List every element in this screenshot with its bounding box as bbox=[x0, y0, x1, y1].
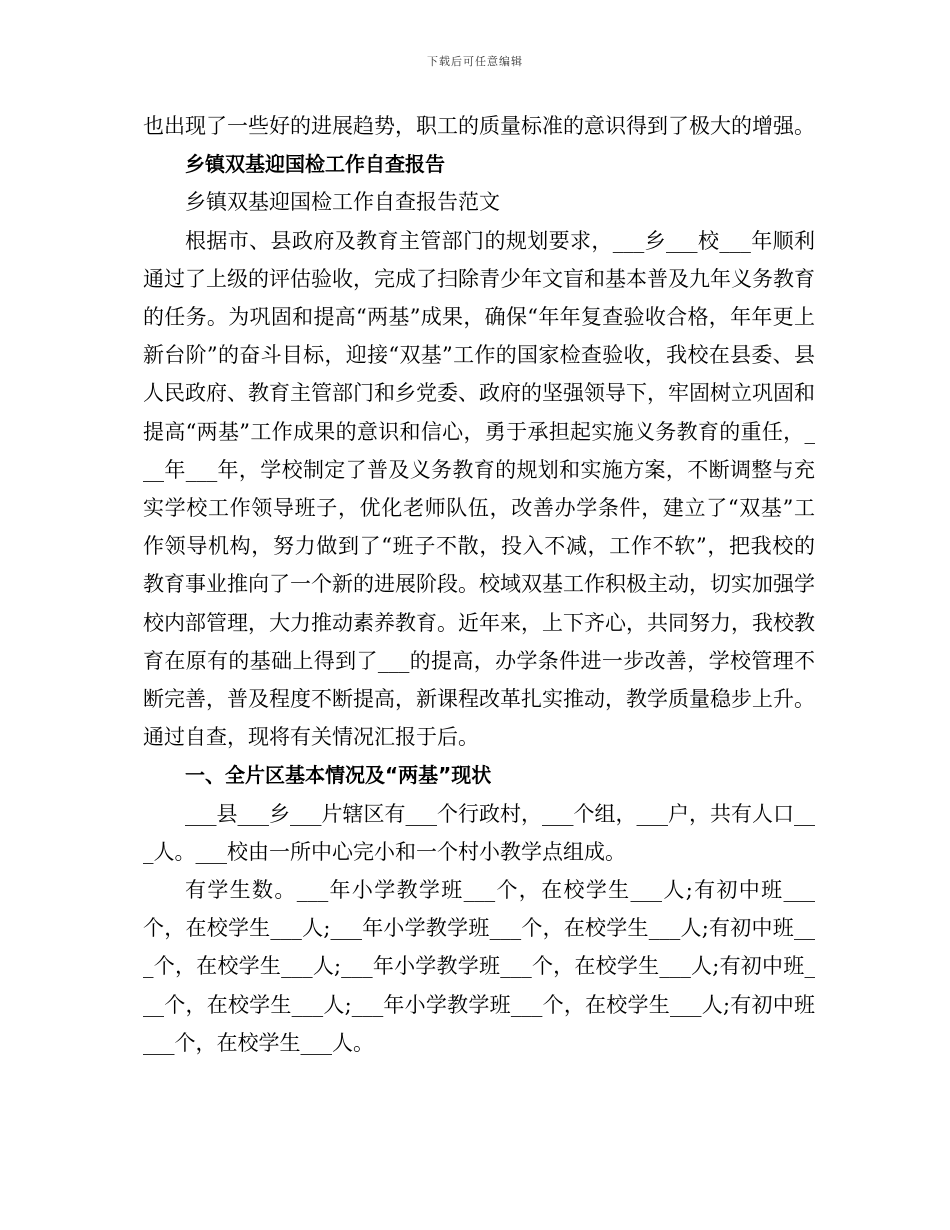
section-paragraph-students: 有学生数。___年小学教学班___个，在校学生___人;有初中班___个，在校学生___人;___年小学教学班___个，在校学生___人;有初中班___个，在校学生___人;___年小学教学班___个，在校学生___人;有初中班___个，在校学生___人;___年小学教学班___个，在校学生___人;有初中班___个，在校学生___人。 bbox=[143, 878, 815, 1055]
page-header: 下载后可任意编辑 bbox=[427, 55, 523, 68]
intro-paragraph: 根据市、县政府及教育主管部门的规划要求，___乡___校___年顺利通过了上级的评估验收，完成了扫除青少年文盲和基本普及九年义务教育的任务。为巩固和提高“两基”成果，确保“年年复查验收合格，年年更上新台阶”的奋斗目标，迎接“双基”工作的国家检查验收，我校在县委、县人民政府、教育主管部门和乡党委、政府的坚强领导下，牢固树立巩固和提高“两基”工作成果的意识和信心，勇于承担起实施义务教育的重任，___年___年，学校制定了普及义务教育的规划和实施方案，不断调整与充实学校工作领导班子，优化老师队伍，改善办学条件，建立了“双基”工作领导机构，努力做到了“班子不散，投入不减，工作不软”，把我校的教育事业推向了一个新的进展阶段。校域双基工作积极主动，切实加强学校内部管理，大力推动素养教育。近年来，上下齐心，共同努力，我校教育在原有的基础上得到了___的提高，办学条件进一步改善，学校管理不断完善，普及程度不断提高，新课程改革扎实推动，教学质量稳步上升。通过自查，现将有关情况汇报于后。 bbox=[143, 228, 815, 750]
section-paragraph-overview: ___县___乡___片辖区有___个行政村，___个组，___户，共有人口___人。___校由一所中心完小和一个村小教学点组成。 bbox=[143, 801, 815, 864]
section-heading: 一、全片区基本情况及“两基”现状 bbox=[185, 763, 492, 788]
document-title: 乡镇双基迎国检工作自查报告 bbox=[185, 152, 445, 177]
document-body bbox=[143, 107, 815, 1062]
document-subtitle: 乡镇双基迎国检工作自查报告范文 bbox=[185, 190, 500, 215]
continuation-paragraph: 也出现了一些好的进展趋势，职工的质量标准的意识得到了极大的增强。 bbox=[143, 114, 815, 138]
